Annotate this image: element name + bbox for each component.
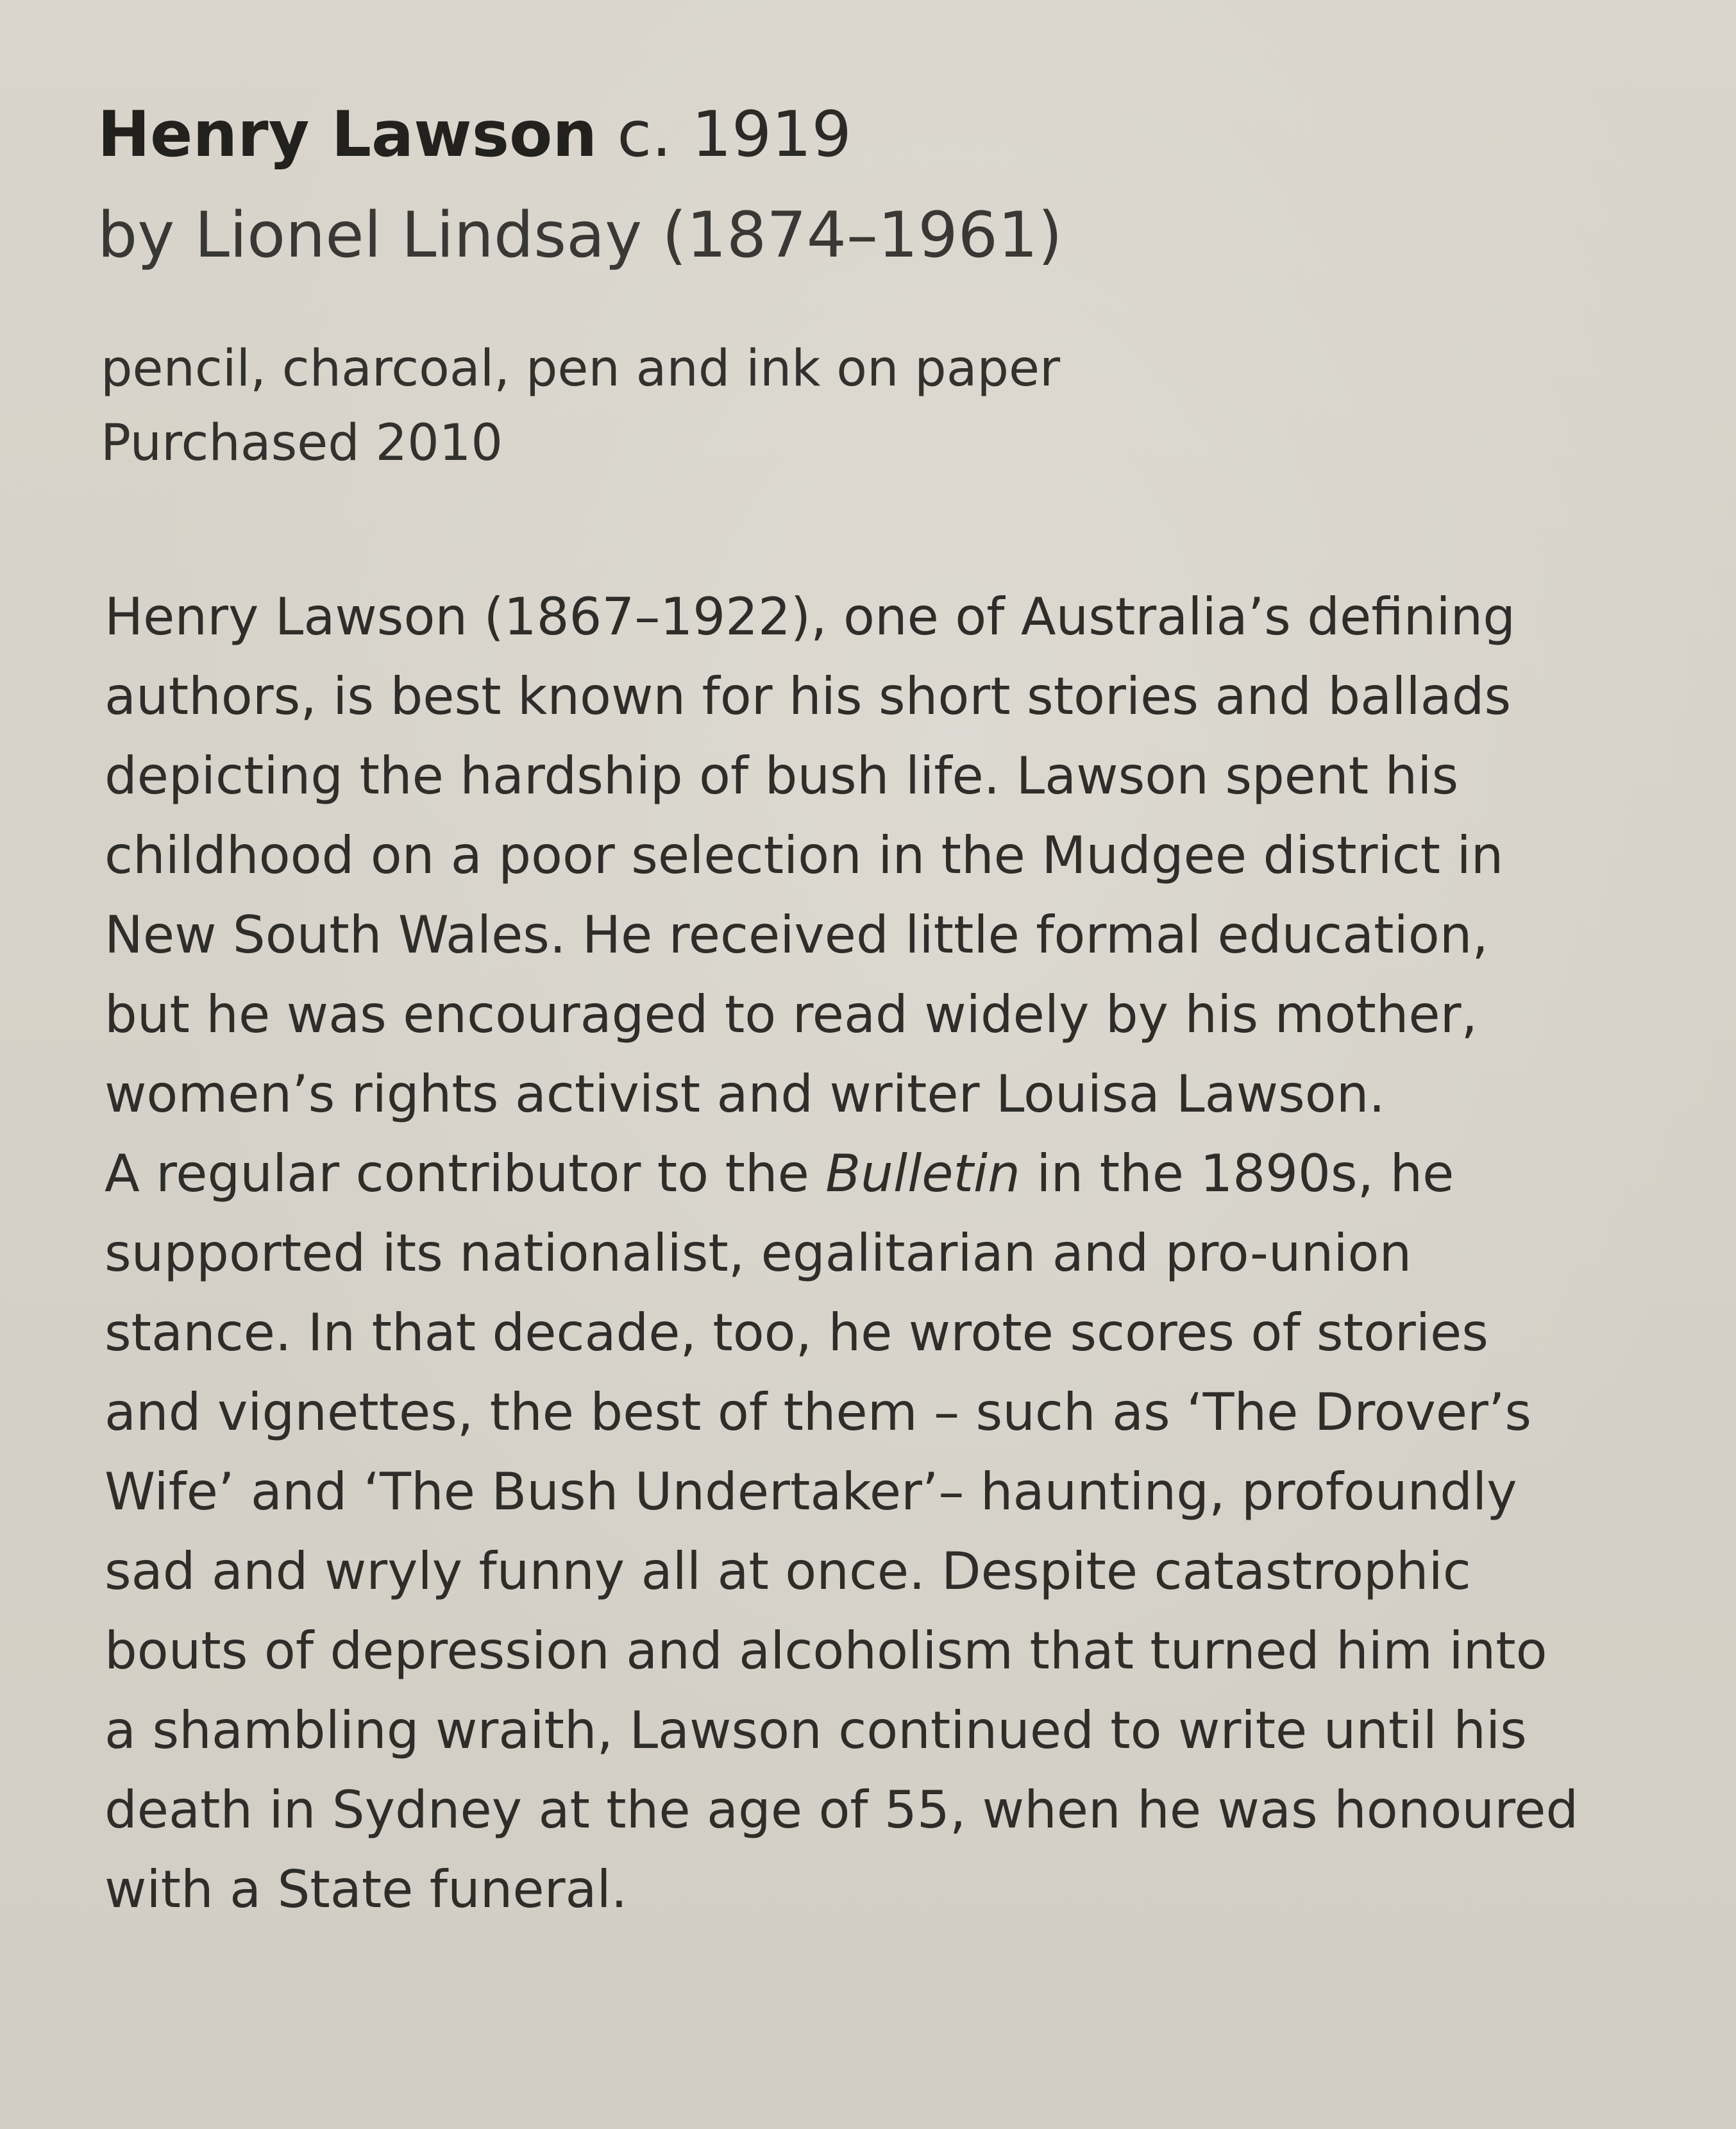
description-line: bouts of depression and alcoholism that turned him into — [105, 1621, 1547, 1681]
artwork-medium: pencil, charcoal, pen and ink on paper — [101, 340, 1061, 398]
description-line: authors, is best known for his short stories and ballads — [105, 666, 1512, 726]
description-line: depicting the hardship of bush life. Lawson spent his — [105, 746, 1459, 806]
artwork-title-line — [97, 96, 852, 173]
description-line: supported its nationalist, egalitarian and pro-union — [105, 1223, 1412, 1283]
description-text: in the 1890s, he — [1020, 1144, 1454, 1203]
description-text: A regular contributor to the — [105, 1144, 826, 1203]
description-line: Henry Lawson (1867–1922), one of Australia’s defining — [105, 587, 1516, 647]
description-line: a shambling wraith, Lawson continued to write until his — [105, 1701, 1527, 1760]
description-line-bulletin — [105, 1134, 1631, 1214]
acquisition-credit: Purchased 2010 — [101, 414, 503, 472]
description-line: women’s rights activist and writer Louisa Lawson. — [105, 1064, 1385, 1124]
artist-attribution: by Lionel Lindsay (1874–1961) — [97, 199, 1063, 272]
description-line: Wife’ and ‘The Bush Undertaker’– haunting, profoundly — [105, 1462, 1517, 1522]
description-line: childhood on a poor selection in the Mudgee district in — [105, 826, 1504, 885]
description-line: but he was encouraged to read widely by his mother, — [105, 985, 1478, 1044]
description-line: death in Sydney at the age of 55, when he was honoured — [105, 1780, 1579, 1840]
artwork-date: c. 1919 — [617, 98, 852, 171]
description-line: sad and wryly funny all at once. Despite catastrophic — [105, 1541, 1471, 1601]
label-description — [105, 577, 1631, 1930]
description-line: and vignettes, the best of them – such as ‘The Drover’s — [105, 1382, 1532, 1442]
description-line: stance. In that decade, too, he wrote scores of stories — [105, 1303, 1488, 1362]
publication-title: Bulletin — [825, 1144, 1020, 1203]
artwork-title: Henry Lawson — [97, 98, 598, 171]
description-line: New South Wales. He received little formal education, — [105, 905, 1488, 965]
description-line: with a State funeral. — [105, 1860, 628, 1919]
